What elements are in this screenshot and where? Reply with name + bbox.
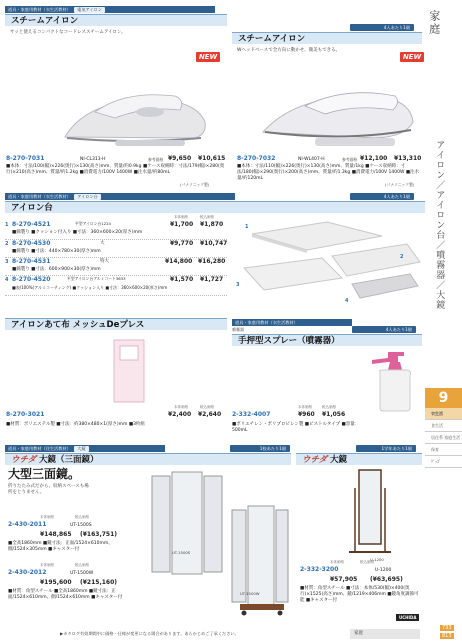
- subcategory-tag: 噴霧器: [232, 327, 244, 332]
- maker-note: (パナソニック製): [180, 182, 210, 187]
- image-caption: UT-1500S: [172, 550, 191, 555]
- product-code: 8-270-4531: [12, 258, 51, 265]
- image-caption: UT-1500W: [240, 591, 260, 596]
- product-title: 大鏡: [330, 455, 348, 465]
- model-number: U-1200: [375, 568, 392, 573]
- product-title: アイロン台: [5, 201, 425, 213]
- category-text: 道具・家庭用教材（衣生活教材）: [235, 320, 298, 325]
- chapter-tab[interactable]: 9: [425, 388, 462, 408]
- brand-logo: ウチダ: [302, 455, 328, 465]
- product-code: 8-270-3021: [6, 411, 45, 418]
- headline: 大型三面鏡。: [8, 467, 81, 481]
- page-number: 733: [442, 625, 452, 631]
- model-number: 大: [100, 241, 105, 246]
- footer-note: ▶カタログ有効期間中に価格・仕様が変更になる場合があります。あらかじめご了承ください。: [60, 631, 239, 636]
- pressing-cloth-image: [110, 336, 150, 406]
- image-label: 1: [245, 224, 249, 230]
- index-item[interactable]: 居住系 家庭生活: [425, 432, 462, 444]
- category-text: 道具・家庭用教材（住生活教材）: [8, 446, 71, 451]
- price-base: ¥195,600: [40, 579, 72, 586]
- model-number: UT-1500S: [70, 523, 92, 528]
- column-header: 税込価格: [322, 405, 336, 409]
- page-number: 813: [442, 633, 452, 639]
- item-number: 2: [5, 241, 9, 247]
- product-code: 2-332-3200: [300, 566, 339, 573]
- product-spec: ■材質：角型スチール ■全高1860mm ■鏡寸法：正面/1524×610mm、側/1524×610mm ■キャスター付: [8, 589, 123, 600]
- price-label: 参考価格: [342, 157, 358, 162]
- usage-badge: 1学年あたり1個: [356, 445, 416, 452]
- index-item[interactable]: ｸﾞｯｽﾞ: [425, 456, 462, 468]
- price-tax: ¥10,747: [200, 240, 228, 247]
- product-code: 8-270-4520: [12, 276, 51, 283]
- usage-badge: 4人あたり1個: [350, 24, 414, 31]
- product-title: 手押型スプレー（噴霧器）: [232, 334, 422, 346]
- price-base: ¥960: [298, 411, 315, 418]
- product-title: スチームアイロン: [232, 32, 422, 44]
- model-number: NI-CL313-H: [80, 157, 106, 162]
- price-base: ¥57,905: [330, 576, 358, 583]
- column-header: 税込価格: [200, 215, 214, 219]
- steam-iron-image: [55, 82, 215, 150]
- column-header: 本体価格: [40, 515, 54, 519]
- spray-bottle-image: [358, 350, 418, 412]
- product-spec: ■綿製り ■寸法：600×900×30(厚さ)mm: [12, 267, 101, 272]
- product-code: 8-270-7031: [6, 155, 45, 162]
- three-face-mirror-image: [150, 470, 290, 618]
- product-description: 折りたたみ式だから、収納スペースも場所をとりません。: [8, 484, 89, 495]
- category-bar: [5, 445, 165, 452]
- category-bar: [232, 319, 352, 326]
- model-number: 平型アイロン台アルミコート3633: [67, 276, 126, 281]
- table-row: [5, 221, 227, 240]
- price-tax: ¥2,640: [198, 411, 222, 418]
- image-label: 4: [345, 298, 349, 304]
- image-label: 2: [400, 254, 404, 260]
- price-tax: (¥163,751): [80, 531, 117, 538]
- maker-note: (パナソニック製): [385, 182, 415, 187]
- product-spec: ■表/100%(アルミコーティング) ■クッション入り ■寸法：360×600×20(厚さ)mm: [12, 285, 168, 290]
- index-item[interactable]: 衣生活: [425, 408, 462, 420]
- product-spec: ■材質：角型スチール ■寸法：本体/530(幅)×400(奥行)×1525(高さ)mm、鏡/1219×406mm ■鏡角度調節可能 ■キャスター付: [300, 586, 419, 603]
- product-code: 8-270-4530: [12, 240, 51, 247]
- usage-badge: 1校あたり1個: [230, 445, 290, 452]
- standing-mirror-image: [345, 468, 395, 556]
- product-code: 2-332-4007: [232, 411, 271, 418]
- product-spec: ■材質：ポリエステル製 ■寸法：約380×480×1(厚さ)mm ■3枚組: [6, 422, 145, 427]
- image-caption: U-1200: [370, 557, 384, 562]
- model-number: NI-WL407-H: [298, 157, 325, 162]
- category-bar: [5, 6, 215, 13]
- usage-badge: 4人あたり1個: [350, 193, 414, 200]
- price-tax: (¥63,695): [370, 576, 403, 583]
- price-tax: ¥10,615: [198, 155, 226, 162]
- maker-logo: UCHIDA: [396, 614, 419, 621]
- product-title: 大鏡（三面鏡）: [39, 455, 99, 465]
- column-header: 本体価格: [174, 215, 188, 219]
- price-base: ¥12,100: [360, 155, 388, 162]
- price-tax: ¥16,280: [198, 258, 226, 265]
- product-title: アイロンあて布 メッシュDeプレス: [5, 318, 227, 330]
- section-title: 家庭: [427, 10, 441, 36]
- price-tax: (¥215,160): [80, 579, 117, 586]
- column-header: 税込価格: [200, 405, 214, 409]
- table-row: [5, 240, 227, 258]
- image-label: 3: [236, 282, 240, 288]
- column-header: 税込価格: [75, 515, 89, 519]
- subcategory-tag: 電気アイロン: [74, 7, 105, 13]
- product-code: 8-270-7032: [237, 155, 276, 162]
- product-code: 8-270-4521: [12, 221, 51, 228]
- column-header: 税込価格: [360, 560, 374, 564]
- column-header: 本体価格: [330, 560, 344, 564]
- index-item[interactable]: 食生活: [425, 420, 462, 432]
- brand-logo: ウチダ: [11, 455, 37, 465]
- product-spec: ■ポリエチレン・ポリプロピレン製 ■ピストルタイプ ■容量：500mL: [232, 422, 360, 433]
- price-base: ¥9,650: [168, 155, 192, 162]
- price-label: 参考価格: [148, 157, 164, 162]
- product-spec: ■本体：寸法/100(幅)×226(奥行)×130(高さ)mm、質量/約0.9kg ■ケース収納時：寸法/179(幅)×280(奥行)×210(高さ)mm、質量/約1.2kg ■消費電力/100V 1400W ■注水量/約80mL: [6, 164, 225, 175]
- model-number: 特大: [100, 259, 109, 264]
- product-spec: ■綿製り ■クッション付入り ■寸法：360×600×20(厚さ)mm: [12, 230, 143, 235]
- price-base: ¥148,865: [40, 531, 72, 538]
- product-code: 2-430-2011: [8, 521, 47, 528]
- price-base: ¥1,570: [170, 276, 194, 283]
- footer-label: 家庭: [350, 629, 420, 639]
- price-tax: ¥13,310: [394, 155, 422, 162]
- product-spec: ■綿製り ■寸法：440×780×30(厚さ)mm: [12, 249, 101, 254]
- item-number: 1: [5, 222, 9, 228]
- new-badge: NEW: [400, 52, 424, 62]
- table-row: [5, 258, 227, 276]
- subcategory-tag: 大鏡: [74, 446, 88, 452]
- ironing-board-image: [232, 216, 422, 308]
- price-base: ¥14,800: [165, 258, 193, 265]
- column-header: 本体価格: [174, 405, 188, 409]
- index-item[interactable]: 保育: [425, 444, 462, 456]
- price-base: ¥9,770: [170, 240, 194, 247]
- product-spec: ■本体：寸法/110(幅)×226(奥行)×130(高さ)mm、質量/1kg ■ケース収納時：寸法/180(幅)×290(奥行)×200(高さ)mm、質量/約1.3kg ■消費電力/100V 1400W ■注水量/約120mL: [237, 164, 420, 181]
- price-tax: ¥1,056: [322, 411, 346, 418]
- product-title-bar: [296, 453, 422, 465]
- category-text: 道具・家庭用教材（衣生活教材）: [8, 7, 71, 12]
- column-header: 税込価格: [75, 563, 89, 567]
- price-base: ¥2,400: [168, 411, 192, 418]
- chapter-index: [425, 408, 462, 468]
- new-badge: NEW: [196, 52, 220, 62]
- column-header: 本体価格: [298, 405, 312, 409]
- usage-badge: 4人あたり1個: [352, 326, 416, 333]
- product-description: サッと使えるコンパクトなコードレススチームアイロン。: [10, 30, 126, 35]
- model-number: UT-1500W: [70, 571, 94, 576]
- subcategory-tag: アイロン台: [74, 194, 101, 200]
- board-list: [5, 221, 227, 296]
- category-bar: [5, 193, 235, 200]
- product-title: スチームアイロン: [5, 14, 227, 26]
- product-description: Wヘッドベースで全方向に動かせ、微美もできる。: [237, 48, 341, 53]
- price-base: ¥1,700: [170, 221, 194, 228]
- category-text: 道具・家庭用教材（衣生活教材）: [8, 194, 71, 199]
- price-tax: ¥1,727: [200, 276, 224, 283]
- vertical-page-title: アイロン／アイロン台／噴霧器／大鏡: [434, 140, 445, 310]
- item-number: 3: [5, 259, 9, 265]
- table-row: [5, 276, 227, 296]
- item-number: 4: [5, 277, 9, 283]
- column-header: 本体価格: [40, 563, 54, 567]
- price-tax: ¥1,870: [200, 221, 224, 228]
- model-number: 平型アイロン台1224: [75, 221, 111, 226]
- product-title-bar: [5, 453, 291, 465]
- steam-iron-image: [255, 82, 420, 150]
- product-code: 2-430-2012: [8, 569, 47, 576]
- product-spec: ■全高1860mm ■鏡寸法：正面/1524×610mm、側/1524×305mm ■キャスター付: [8, 541, 113, 552]
